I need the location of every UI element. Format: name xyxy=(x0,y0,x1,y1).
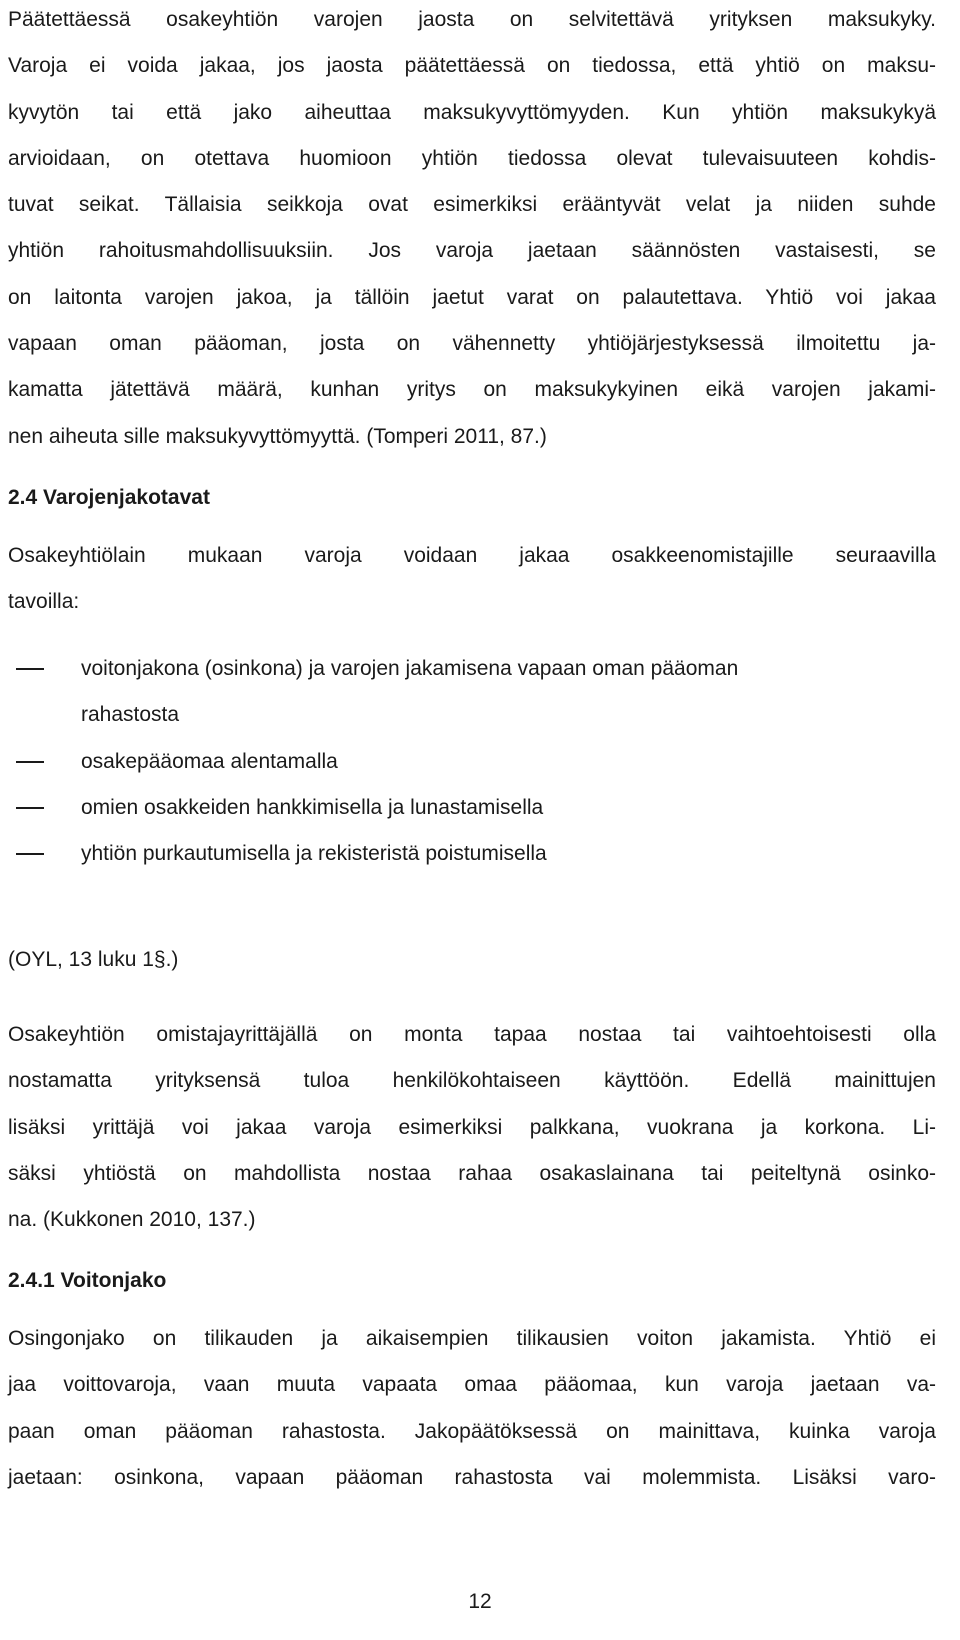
text-line: lisäksi yrittäjä voi jakaa varoja esimerkiksi palkkana, vuokrana ja korkona. Li- xyxy=(8,1115,936,1139)
text-line: kamatta jätettävä määrä, kunhan yritys on maksukykyinen eikä varojen jakami- xyxy=(8,378,936,402)
list-item xyxy=(8,646,936,739)
text-line: tuvat seikat. Tällaisia seikkoja ovat esimerkiksi erääntyvät velat ja niiden suhde xyxy=(8,193,936,217)
list-item-line: omien osakkeiden hankkimisella ja lunastamisella xyxy=(81,795,544,819)
paragraph-distribution-methods xyxy=(8,533,936,626)
page-number: 12 xyxy=(468,1590,492,1613)
text-line: nen aiheuta sille maksukyvyttömyyttä. (Tomperi 2011, 87.) xyxy=(8,424,547,448)
section-heading-2-4: 2.4 Varojenjakotavat xyxy=(8,486,210,509)
list-item-line: osakepääomaa alentamalla xyxy=(81,749,338,773)
dash-bullet-icon xyxy=(16,807,44,809)
list-item-line: voitonjakona (osinkona) ja varojen jakamisena vapaan oman pääoman xyxy=(81,657,739,680)
paragraph-dividend xyxy=(8,1316,936,1501)
paragraph-solvency xyxy=(8,0,936,460)
list-item xyxy=(8,785,936,831)
text-line: jaa voittovaroja, vaan muuta vapaata omaa pääomaa, kun varoja jaetaan va- xyxy=(8,1373,936,1397)
dash-bullet-icon xyxy=(16,761,44,763)
list-item xyxy=(8,831,936,877)
text-line: vapaan oman pääoman, josta on vähennetty yhtiöjärjestyksessä ilmoitettu ja- xyxy=(8,332,936,356)
list-item-line: yhtiön purkautumisella ja rekisteristä poistumisella xyxy=(81,842,547,866)
list-item-line: rahastosta xyxy=(81,703,180,727)
text-line: jaetaan: osinkona, vapaan pääoman rahastosta vai molemmista. Lisäksi varo- xyxy=(8,1465,936,1489)
text-line: on laitonta varojen jakoa, ja tällöin jaetut varat on palautettava. Yhtiö voi jakaa xyxy=(8,285,936,309)
text-line: nostamatta yrityksensä tuloa henkilökohtaiseen käyttöön. Edellä mainittujen xyxy=(8,1069,936,1093)
section-heading-2-4-1: 2.4.1 Voitonjako xyxy=(8,1269,167,1292)
legal-reference xyxy=(8,937,936,983)
dash-bullet-icon xyxy=(16,853,44,855)
text-line: Osakeyhtiön omistajayrittäjällä on monta tapaa nostaa tai vaihtoehtoisesti olla xyxy=(8,1023,936,1046)
text-line: (OYL, 13 luku 1§.) xyxy=(8,948,179,971)
text-line: säksi yhtiöstä on mahdollista nostaa rahaa osakaslainana tai peiteltynä osinko- xyxy=(8,1161,936,1185)
text-line: paan oman pääoman rahastosta. Jakopäätöksessä on mainittava, kuinka varoja xyxy=(8,1419,936,1443)
paragraph-owner-income xyxy=(8,1012,936,1243)
text-line: Päätettäessä osakeyhtiön varojen jaosta on selvitettävä yrityksen maksukyky. xyxy=(8,8,936,31)
text-line: Osakeyhtiölain mukaan varoja voidaan jakaa osakkeenomistajille seuraavilla xyxy=(8,544,936,567)
dash-bullet-icon xyxy=(16,668,44,670)
text-line: Varoja ei voida jakaa, jos jaosta päätettäessä on tiedossa, että yhtiö on maksu- xyxy=(8,54,936,78)
text-line: tavoilla: xyxy=(8,590,80,614)
text-line: yhtiön rahoitusmahdollisuuksiin. Jos varoja jaetaan säännösten vastaisesti, se xyxy=(8,239,936,263)
list-item xyxy=(8,739,936,785)
text-line: kyvytön tai että jako aiheuttaa maksukyvyttömyyden. Kun yhtiön maksukykyä xyxy=(8,100,936,124)
text-line: na. (Kukkonen 2010, 137.) xyxy=(8,1208,256,1232)
distribution-methods-list xyxy=(8,646,936,877)
text-line: Osingonjako on tilikauden ja aikaisempien tilikausien voiton jakamista. Yhtiö ei xyxy=(8,1327,936,1350)
text-line: arvioidaan, on otettava huomioon yhtiön tiedossa olevat tulevaisuuteen kohdis- xyxy=(8,146,936,170)
